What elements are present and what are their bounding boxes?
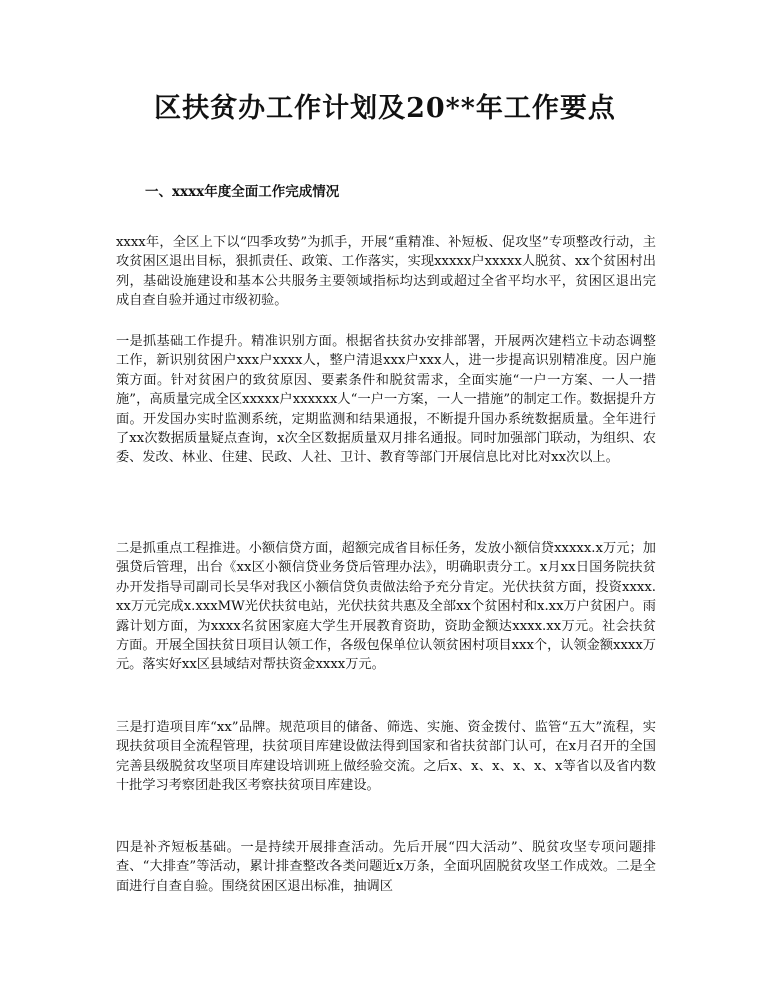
section-heading: 一、xxxx年度全面工作完成情况 [145, 184, 340, 200]
paragraph-shortcomings: 四是补齐短板基础。一是持续开展排查活动。先后开展“四大活动”、脱贫攻坚专项问题排查、“大排查”等活动，累计排查整改各类问题近x万条，全面巩固脱贫攻坚工作成效。二是全面进行自查自验。围绕贫困区退出标准，抽调区 [116, 840, 656, 894]
paragraph-project-library: 三是打造项目库“xx”品牌。规范项目的储备、筛选、实施、资金拨付、监管“五大”流程，实现扶贫项目全流程管理，扶贫项目库建设做法得到国家和省扶贫部门认可，在x月召开的全国完善县级脱贫攻坚项目库建设培训班上做经验交流。之后x、x、x、x、x、x等省以及省内数十批学习考察团赴我区考察扶贫项目库建设。 [116, 720, 656, 794]
document-title: 区扶贫办工作计划及20**年工作要点 [154, 93, 616, 124]
paragraph-basic-work: 一是抓基础工作提升。精准识别方面。根据省扶贫办安排部署，开展两次建档立卡动态调整工作，新识别贫困户xxx户xxxx人，整户清退xxx户xxx人，进一步提高识别精准度。因户施策方面。针对贫困户的致贫原因、要素条件和脱贫需求，全面实施“一户一方案、一人一措施”，高质量完成全区xxxxx户xxxxxx人“一户一方案，一人一措施”的制定工作。数据提升方面。开发国办实时监测系统，定期监测和结果通报，不断提升国办系统数据质量。全年进行了xx次数据质量疑点查询，x次全区数据质量双月排名通报。同时加强部门联动，为组织、农委、发改、林业、住建、民政、人社、卫计、教育等部门开展信息比对比对xx次以上。 [116, 334, 656, 466]
paragraph-key-projects: 二是抓重点工程推进。小额信贷方面，超额完成省目标任务，发放小额信贷xxxxx.x万元；加强贷后管理，出台《xx区小额信贷业务贷后管理办法》，明确职责分工。x月xx日国务院扶贫办开发指导司副司长吴华对我区小额信贷负责做法给予充分肯定。光伏扶贫方面，投资xxxx.xx万元完成x.xxxMW光伏扶贫电站，光伏扶贫共惠及全部xx个贫困村和x.xx万户贫困户。雨露计划方面，为xxxx名贫困家庭大学生开展教育资助，资助金额达xxxx.xx万元。社会扶贫方面。开展全国扶贫日项目认领工作，各级包保单位认领贫困村项目xxx个，认领金额xxxx万元。落实好xx区县域结对帮扶资金xxxx万元。 [116, 541, 656, 673]
paragraph-summary: xxxx年，全区上下以“四季攻势”为抓手，开展“重精准、补短板、促攻坚”专项整改行动，主攻贫困区退出目标，狠抓责任、政策、工作落实，实现xxxxx户xxxxx人脱贫、xx个贫困村出列，基础设施建设和基本公共服务主要领域指标均达到或超过全省平均水平，贫困区退出完成自查自验并通过市级初验。 [116, 235, 656, 309]
